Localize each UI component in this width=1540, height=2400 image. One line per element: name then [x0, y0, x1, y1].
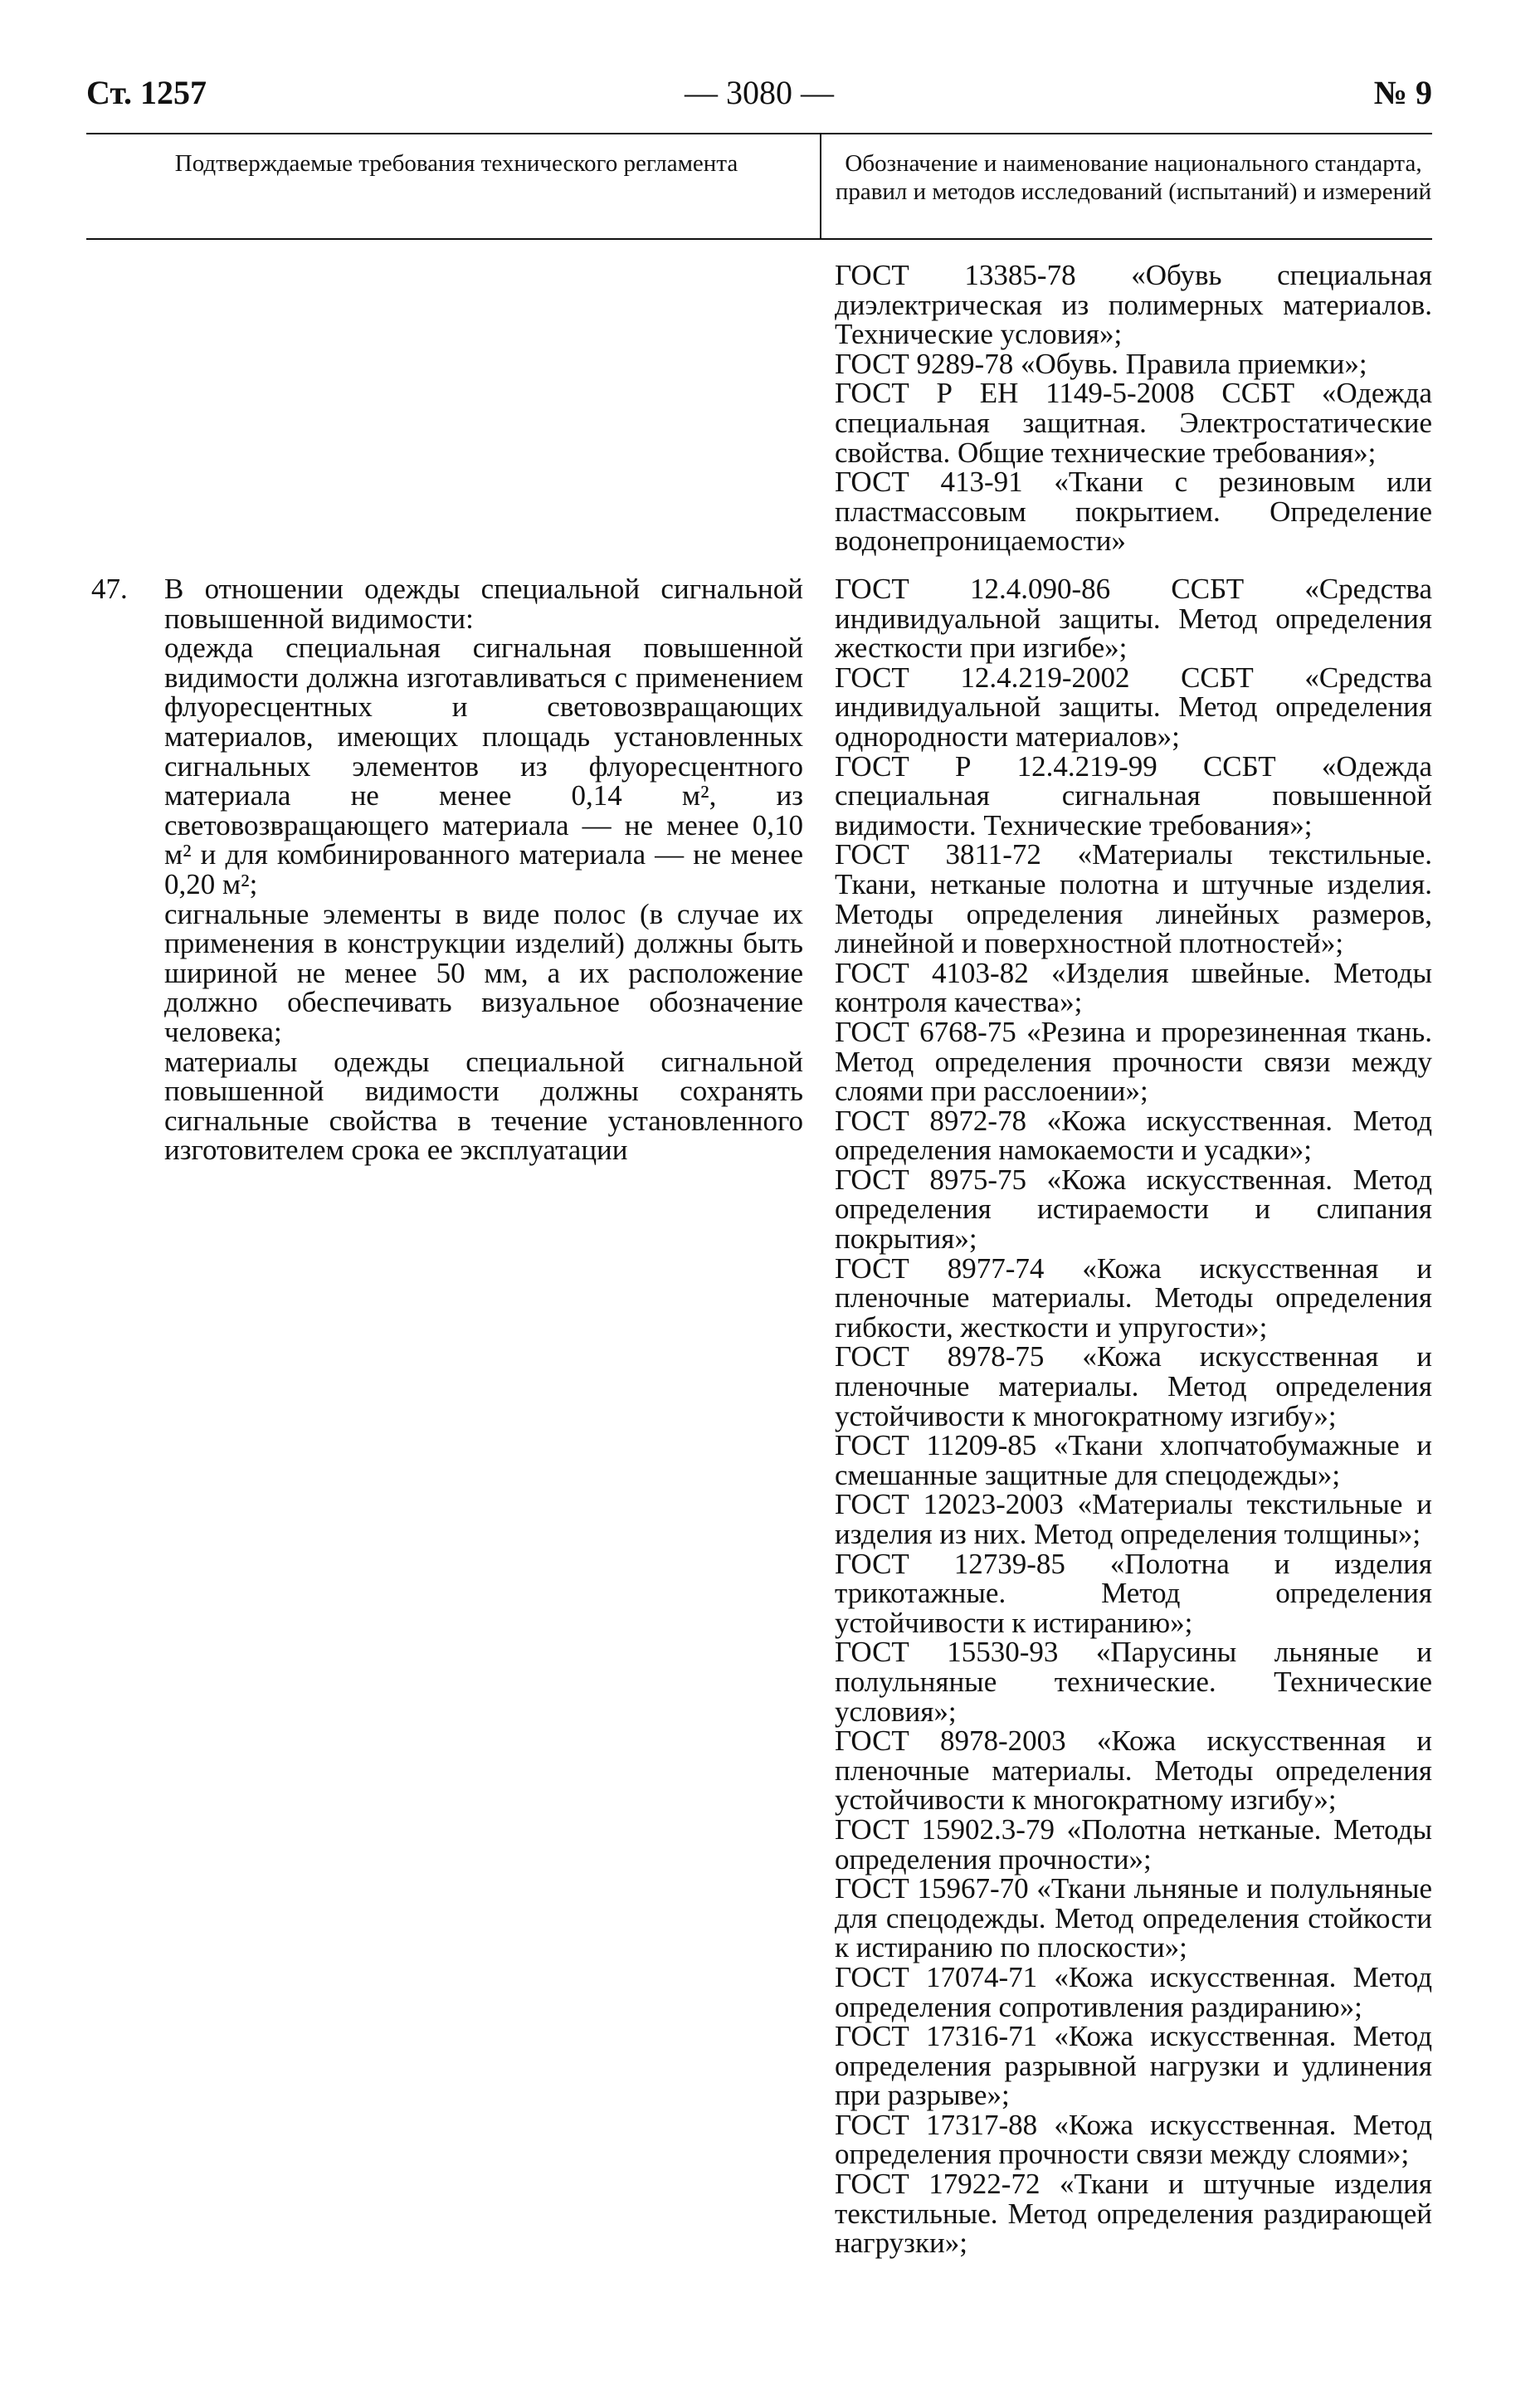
standard-entry: ГОСТ 15967-70 «Ткани льняные и полульняные для спецодежды. Метод определения стойкости к истиранию по плоскости»;	[835, 1872, 1432, 1964]
table-header-divider	[820, 134, 821, 240]
standard-entry: ГОСТ 413-91 «Ткани с резиновым или пластмассовым покрытием. Определение водонепроницаемости»	[835, 466, 1432, 558]
issue-number: № 9	[1373, 74, 1432, 111]
standard-entry: ГОСТ 8972-78 «Кожа искусственная. Метод определения намокаемости и усадки»;	[835, 1104, 1432, 1167]
standard-entry: ГОСТ 11209-85 «Ткани хлопчатобумажные и смешанные защитные для спецодежды»;	[835, 1429, 1432, 1491]
table-top-rule	[86, 133, 1432, 134]
article-number: Ст. 1257	[86, 74, 207, 111]
row-standards-list	[835, 574, 1432, 2258]
standard-entry: ГОСТ 4103-82 «Изделия швейные. Методы контроля качества»;	[835, 956, 1432, 1019]
requirement-paragraph: материалы одежды специальной сигнальной повышенной видимости должны сохранять сигнальные свойства в течение установленного изготовителем срока ее эксплуатации	[164, 1045, 803, 1167]
standard-entry: ГОСТ 13385-78 «Обувь специальная диэлектрическая из полимерных материалов. Технические условия»;	[835, 259, 1432, 351]
standard-entry: ГОСТ 3811-72 «Материалы текстильные. Ткани, нетканые полотна и штучные изделия. Методы определения линейных размеров, линейной и поверхностной плотностей»;	[835, 838, 1432, 960]
row-number: 47.	[91, 573, 128, 605]
standard-entry: ГОСТ 15530-93 «Парусины льняные и полульняные технические. Технические условия»;	[835, 1636, 1432, 1728]
page-number: — 3080 —	[685, 74, 834, 111]
standard-entry: ГОСТ 17316-71 «Кожа искусственная. Метод определения разрывной нагрузки и удлинения при разрыве»;	[835, 2020, 1432, 2112]
standard-entry: ГОСТ Р ЕН 1149-5-2008 ССБТ «Одежда специальная защитная. Электростатические свойства. Общие технические требования»;	[835, 377, 1432, 469]
column-header-standards: Обозначение и наименование национального стандарта, правил и методов исследований (испытаний) и измерений	[835, 150, 1432, 205]
row-requirements	[164, 574, 803, 1165]
requirement-paragraph: одежда специальная сигнальная повышенной видимости должна изготавливаться с применением флуоресцентных и световозвращающих материалов, имеющих площадь установленных сигнальных элементов из флуоресцентного материала не менее 0,14 м², из световозвращающего материала — не менее 0,10 м² и для комбинированного материала — не менее 0,20 м²;	[164, 632, 803, 900]
standard-entry: ГОСТ 15902.3-79 «Полотна нетканые. Методы определения прочности»;	[835, 1812, 1432, 1876]
requirement-paragraph: В отношении одежды специальной сигнальной повышенной видимости:	[164, 573, 803, 635]
standard-entry: ГОСТ 12.4.219-2002 ССБТ «Средства индивидуальной защиты. Метод определения однородности материалов»;	[835, 661, 1432, 753]
standard-entry: ГОСТ 6768-75 «Резина и прорезиненная ткань. Метод определения прочности связи между слоями при расслоении»;	[835, 1015, 1432, 1108]
standard-entry: ГОСТ 12023-2003 «Материалы текстильные и изделия из них. Метод определения толщины»;	[835, 1488, 1432, 1550]
standard-entry: ГОСТ 9289-78 «Обувь. Правила приемки»;	[835, 347, 1367, 380]
standard-entry: ГОСТ 17922-72 «Ткани и штучные изделия текстильные. Метод определения раздирающей нагрузки»;	[835, 2168, 1432, 2260]
standard-entry: ГОСТ 17074-71 «Кожа искусственная. Метод определения сопротивления раздиранию»;	[835, 1960, 1432, 2023]
continuation-standards-list	[835, 261, 1432, 556]
standard-entry: ГОСТ 17317-88 «Кожа искусственная. Метод определения прочности связи между слоями»;	[835, 2108, 1432, 2171]
standard-entry: ГОСТ Р 12.4.219-99 ССБТ «Одежда специальная сигнальная повышенной видимости. Технические требования»;	[835, 749, 1432, 841]
column-header-requirements: Подтверждаемые требования технического регламента	[174, 150, 738, 177]
standard-entry: ГОСТ 8975-75 «Кожа искусственная. Метод определения истираемости и слипания покрытия»;	[835, 1163, 1432, 1256]
standard-entry: ГОСТ 8978-2003 «Кожа искусственная и пленочные материалы. Методы определения устойчивости к многократному изгибу»;	[835, 1724, 1432, 1817]
standard-entry: ГОСТ 12739-85 «Полотна и изделия трикотажные. Метод определения устойчивости к истиранию»;	[835, 1547, 1432, 1639]
standard-entry: ГОСТ 8977-74 «Кожа искусственная и пленочные материалы. Методы определения гибкости, жесткости и упругости»;	[835, 1251, 1432, 1344]
standard-entry: ГОСТ 12.4.090-86 ССБТ «Средства индивидуальной защиты. Метод определения жесткости при изгибе»;	[835, 573, 1432, 665]
running-head	[86, 73, 1432, 123]
requirement-paragraph: сигнальные элементы в виде полос (в случае их применения в конструкции изделий) должны быть шириной не менее 50 мм, а их расположение должно обеспечивать визуальное обозначение человека;	[164, 897, 803, 1048]
standard-entry: ГОСТ 8978-75 «Кожа искусственная и пленочные материалы. Метод определения устойчивости к многократному изгибу»;	[835, 1340, 1432, 1432]
table-header-rule	[86, 238, 1432, 240]
